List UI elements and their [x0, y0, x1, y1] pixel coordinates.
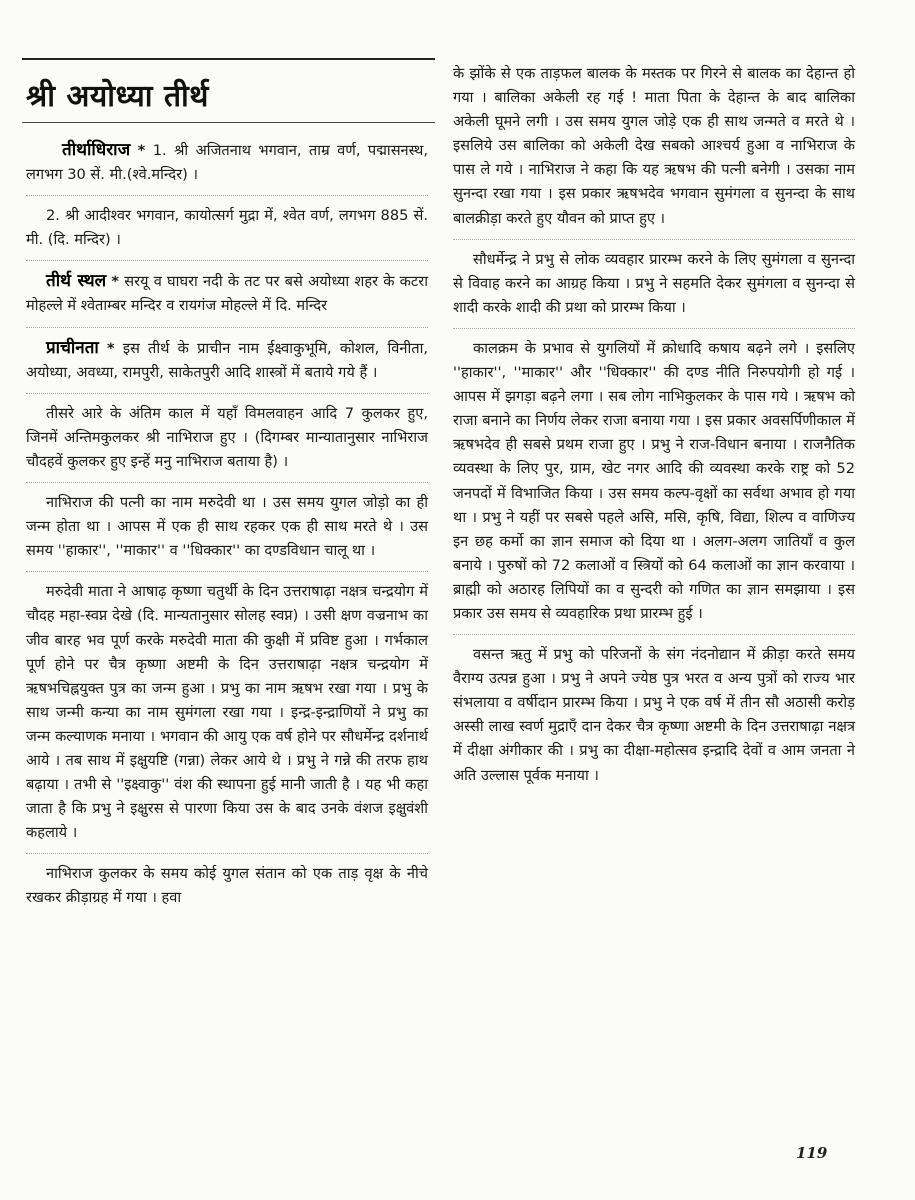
paragraph-nabhiraj: नाभिराज कुलकर के समय कोई युगल संतान को एक ताड़ वृक्ष के नीचे रखकर क्रीड़ाग्रह में गया । हवा	[26, 865, 428, 907]
right-column	[453, 62, 855, 804]
paragraph-text: इस तीर्थ के प्राचीन नाम ईक्ष्वाकुभूमि, कोशल, विनीता, अयोध्या, अवध्या, रामपुरी, साकेतपुरी आदि शास्त्रों में बताये गये हैं ।	[26, 339, 429, 381]
paragraph-prachinta	[26, 336, 428, 394]
paragraph-text: सरयू व घाघरा नदी के तट पर बसे अयोध्या शहर के कटरा मोहल्ले में श्वेताम्बर मन्दिर व रायगंज मोहल्ले में दि. मन्दिर	[26, 273, 428, 315]
top-rule	[22, 58, 435, 60]
page-number: 119	[796, 1144, 828, 1162]
heading-tirth-sthal: तीर्थ स्थल	[46, 271, 107, 292]
star-marker: *	[137, 142, 146, 159]
paragraph-marudevi: नाभिराज की पत्नी का नाम मरुदेवी था । उस समय युगल जोड़ो का ही जन्म होता था । आपस में एक ही साथ रहकर एक ही साथ मरते थे । उस समय ''हाकार'', ''माकार'' व ''धिक्कार'' का दण्डविधान चालू था ।	[26, 491, 428, 572]
star-marker: *	[111, 273, 119, 291]
paragraph-adishwar: 2. श्री आदीश्वर भगवान, कायोत्सर्ग मुद्रा में, श्वेत वर्ण, लगभग 885 सें. मी. (दि. मन्दिर) ।	[26, 204, 428, 261]
page-title: श्री अयोध्या तीर्थ	[26, 79, 209, 114]
paragraph-tirth-sthal	[26, 269, 428, 327]
paragraph-first-king: कालक्रम के प्रभाव से युगलियों में क्रोधादि कषाय बढ़ने लगे । इसलिए ''हाकार'', ''माकार'' और ''धिक्कार'' की दण्ड नीति निरुपयोगी हो गई । आपस में झगड़ा बढ़ने लगा । सब लोग नाभिकुलकर के पास गये । ऋषभ को राजा बनाने का निर्णय लेकर राजा बनाया गया । इस प्रकार अवसर्पिणीकाल में ऋषभदेव ही सबसे प्रथम राजा हुए । प्रभु ने राज-विधान बनाया । राजनैतिक व्यवस्था के लिए पुर, ग्राम, खेट नगर आदि की व्यवस्था करके राष्ट्र को 52 जनपदों में विभाजित किया । उस समय कल्प-वृक्षों का सर्वथा अभाव हो गया था । प्रभु ने यहीं पर सबसे पहले असि, मसि, कृषि, विद्या, शिल्प व वाणिज्य इन छह कर्मो का ज्ञान समाज को दिया था । अलग-अलग जातियाँ व कुल बनाये । पुरुषों को 72 कलाओं व स्त्रियों को 64 कलाओं का ज्ञान करवाया । ब्राह्मी को अठारह लिपियों का व सुन्दरी को गणित का ज्ञान समझाया । इस प्रकार उस समय से व्यवहारिक प्रथा प्रारम्भ हुई ।	[453, 337, 855, 635]
paragraph-text: 1. श्री अजितनाथ भगवान, ताम्र वर्ण, पद्मासनस्थ, लगभग 30 सें. मी.(श्वे.मन्दिर) ।	[26, 142, 429, 184]
paragraph-sunanda: के झोंके से एक ताड़फल बालक के मस्तक पर गिरने से बालक का देहान्त हो गया । बालिका अकेली रह गई ! माता पिता के देहान्त के बाद बालिका अकेली घूमने लगी । उस समय युगल जोड़े एक ही साथ जन्मते व मरते थे । इसलिये उस बालिका को अकेली देख सबको आश्चर्य हुआ व नाभिराज के पास ले गये । नाभिराज ने कहा कि यह ऋषभ की पत्नी बनेगी । उसका नाम सुनन्दा रखा गया । इस प्रकार ऋषभदेव भगवान सुमंगला व सुनन्दा के साथ बालक्रीड़ा करते हुए यौवन को प्राप्त हुए ।	[453, 62, 855, 240]
paragraph-kulkar: तीसरे आरे के अंतिम काल में यहाँ विमलवाहन आदि 7 कुलकर हुए, जिनमें अन्तिमकुलकर श्री नाभिराज हुए । (दिगम्बर मान्यातानुसार नाभिराज चौदहवें कुलकर हुए इन्हें मनु नाभिराज बताया है) ।	[26, 402, 428, 483]
paragraph-diksha: वसन्त ऋतु में प्रभु को परिजनों के संग नंदनोद्यान में क्रीड़ा करते समय वैराग्य उत्पन्न हुआ । प्रभु ने अपने ज्येष्ठ पुत्र भरत व अन्य पुत्रों को राज्य भार संभलाया व वर्षीदान प्रारम्भ किया । प्रभु ने एक वर्ष में तीन सौ अठासी करोड़ अस्सी लाख स्वर्ण मुद्राएँ दान देकर चैत्र कृष्णा अष्टमी के दिन उत्तराषाढ़ा नक्षत्र में दीक्षा अंगीकार की । प्रभु का दीक्षा-महोत्सव इन्द्रादि देवों व आम जनता ने अति उल्लास पूर्वक मनाया ।	[453, 646, 856, 784]
paragraph-tirthadhiraj	[26, 138, 428, 196]
paragraph-marriage: सौधर्मेन्द्र ने प्रभु से लोक व्यवहार प्रारम्भ करने के लिए सुमंगला व सुनन्दा से विवाह करने का आग्रह किया । प्रभु ने सहमति देकर सुमंगला व सुनन्दा से शादी करके शादी की प्रथा को प्रारम्भ किया ।	[453, 248, 855, 329]
title-rule	[22, 122, 435, 123]
heading-tirthadhiraj: तीर्थाधिराज	[62, 140, 131, 160]
heading-prachinta: प्राचीनता	[46, 337, 99, 358]
star-marker: *	[107, 339, 115, 357]
paragraph-birth: मरुदेवी माता ने आषाढ़ कृष्णा चतुर्थी के दिन उत्तराषाढ़ा नक्षत्र चन्द्रयोग में चौदह महा-स्वप्न देखे (दि. मान्यतानुसार सोलह स्वप्न) । उसी क्षण वज्रनाभ का जीव बारह भव पूर्ण करके मरुदेवी माता की कुक्षी में प्रविष्ट हुआ । गर्भकाल पूर्ण होने पर चैत्र कृष्णा अष्टमी के दिन उत्तराषाढ़ा नक्षत्र चन्द्रयोग में ऋषभचिह्नयुक्त पुत्र का जन्म हुआ । प्रभु का नाम ऋषभ रखा गया । प्रभु के साथ जन्मी कन्या का नाम सुमंगला रखा गया । इन्द्र-इन्द्राणियों ने प्रभु का जन्म कल्याणक मनाया । भगवान की आयु एक वर्ष होने पर सौधर्मेन्द्र दर्शनार्थ आये । तब साथ में इक्षुयष्टि (गन्ना) लेकर आये थे । प्रभु ने गन्ने की तरफ हाथ बढ़ाया । तभी से ''इक्ष्वाकु'' वंश की स्थापना हुई मानी जाती है । यह भी कहा जाता है कि प्रभु ने इक्षुरस से पारणा किया उस के बाद उनके वंशज इक्षुवंशी कहलाये ।	[26, 580, 428, 854]
left-column	[26, 138, 428, 927]
